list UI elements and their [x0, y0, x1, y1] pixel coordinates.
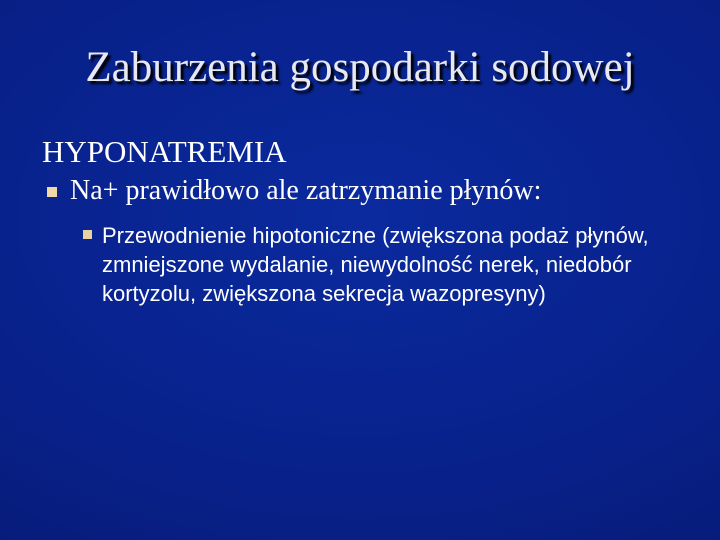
- square-bullet-icon: [47, 187, 57, 197]
- bullet-item-level2-text: Przewodnienie hipotoniczne (zwiększona podaż płynów, zmniejszone wydalanie, niewydolność nerek, niedobór kortyzolu, zwiększona sekrecja wazopresyny): [102, 223, 649, 306]
- slide-content: [42, 133, 682, 308]
- bullet-item-level1-text: Na+ prawidłowo ale zatrzymanie płynów:: [70, 175, 542, 206]
- bullet-item-level1: [42, 173, 682, 209]
- slide-title: Zaburzenia gospodarki sodowej: [85, 44, 635, 91]
- bullet-item-level2: [102, 221, 682, 308]
- square-bullet-icon: [83, 230, 92, 239]
- section-heading: HYPONATREMIA: [42, 134, 287, 169]
